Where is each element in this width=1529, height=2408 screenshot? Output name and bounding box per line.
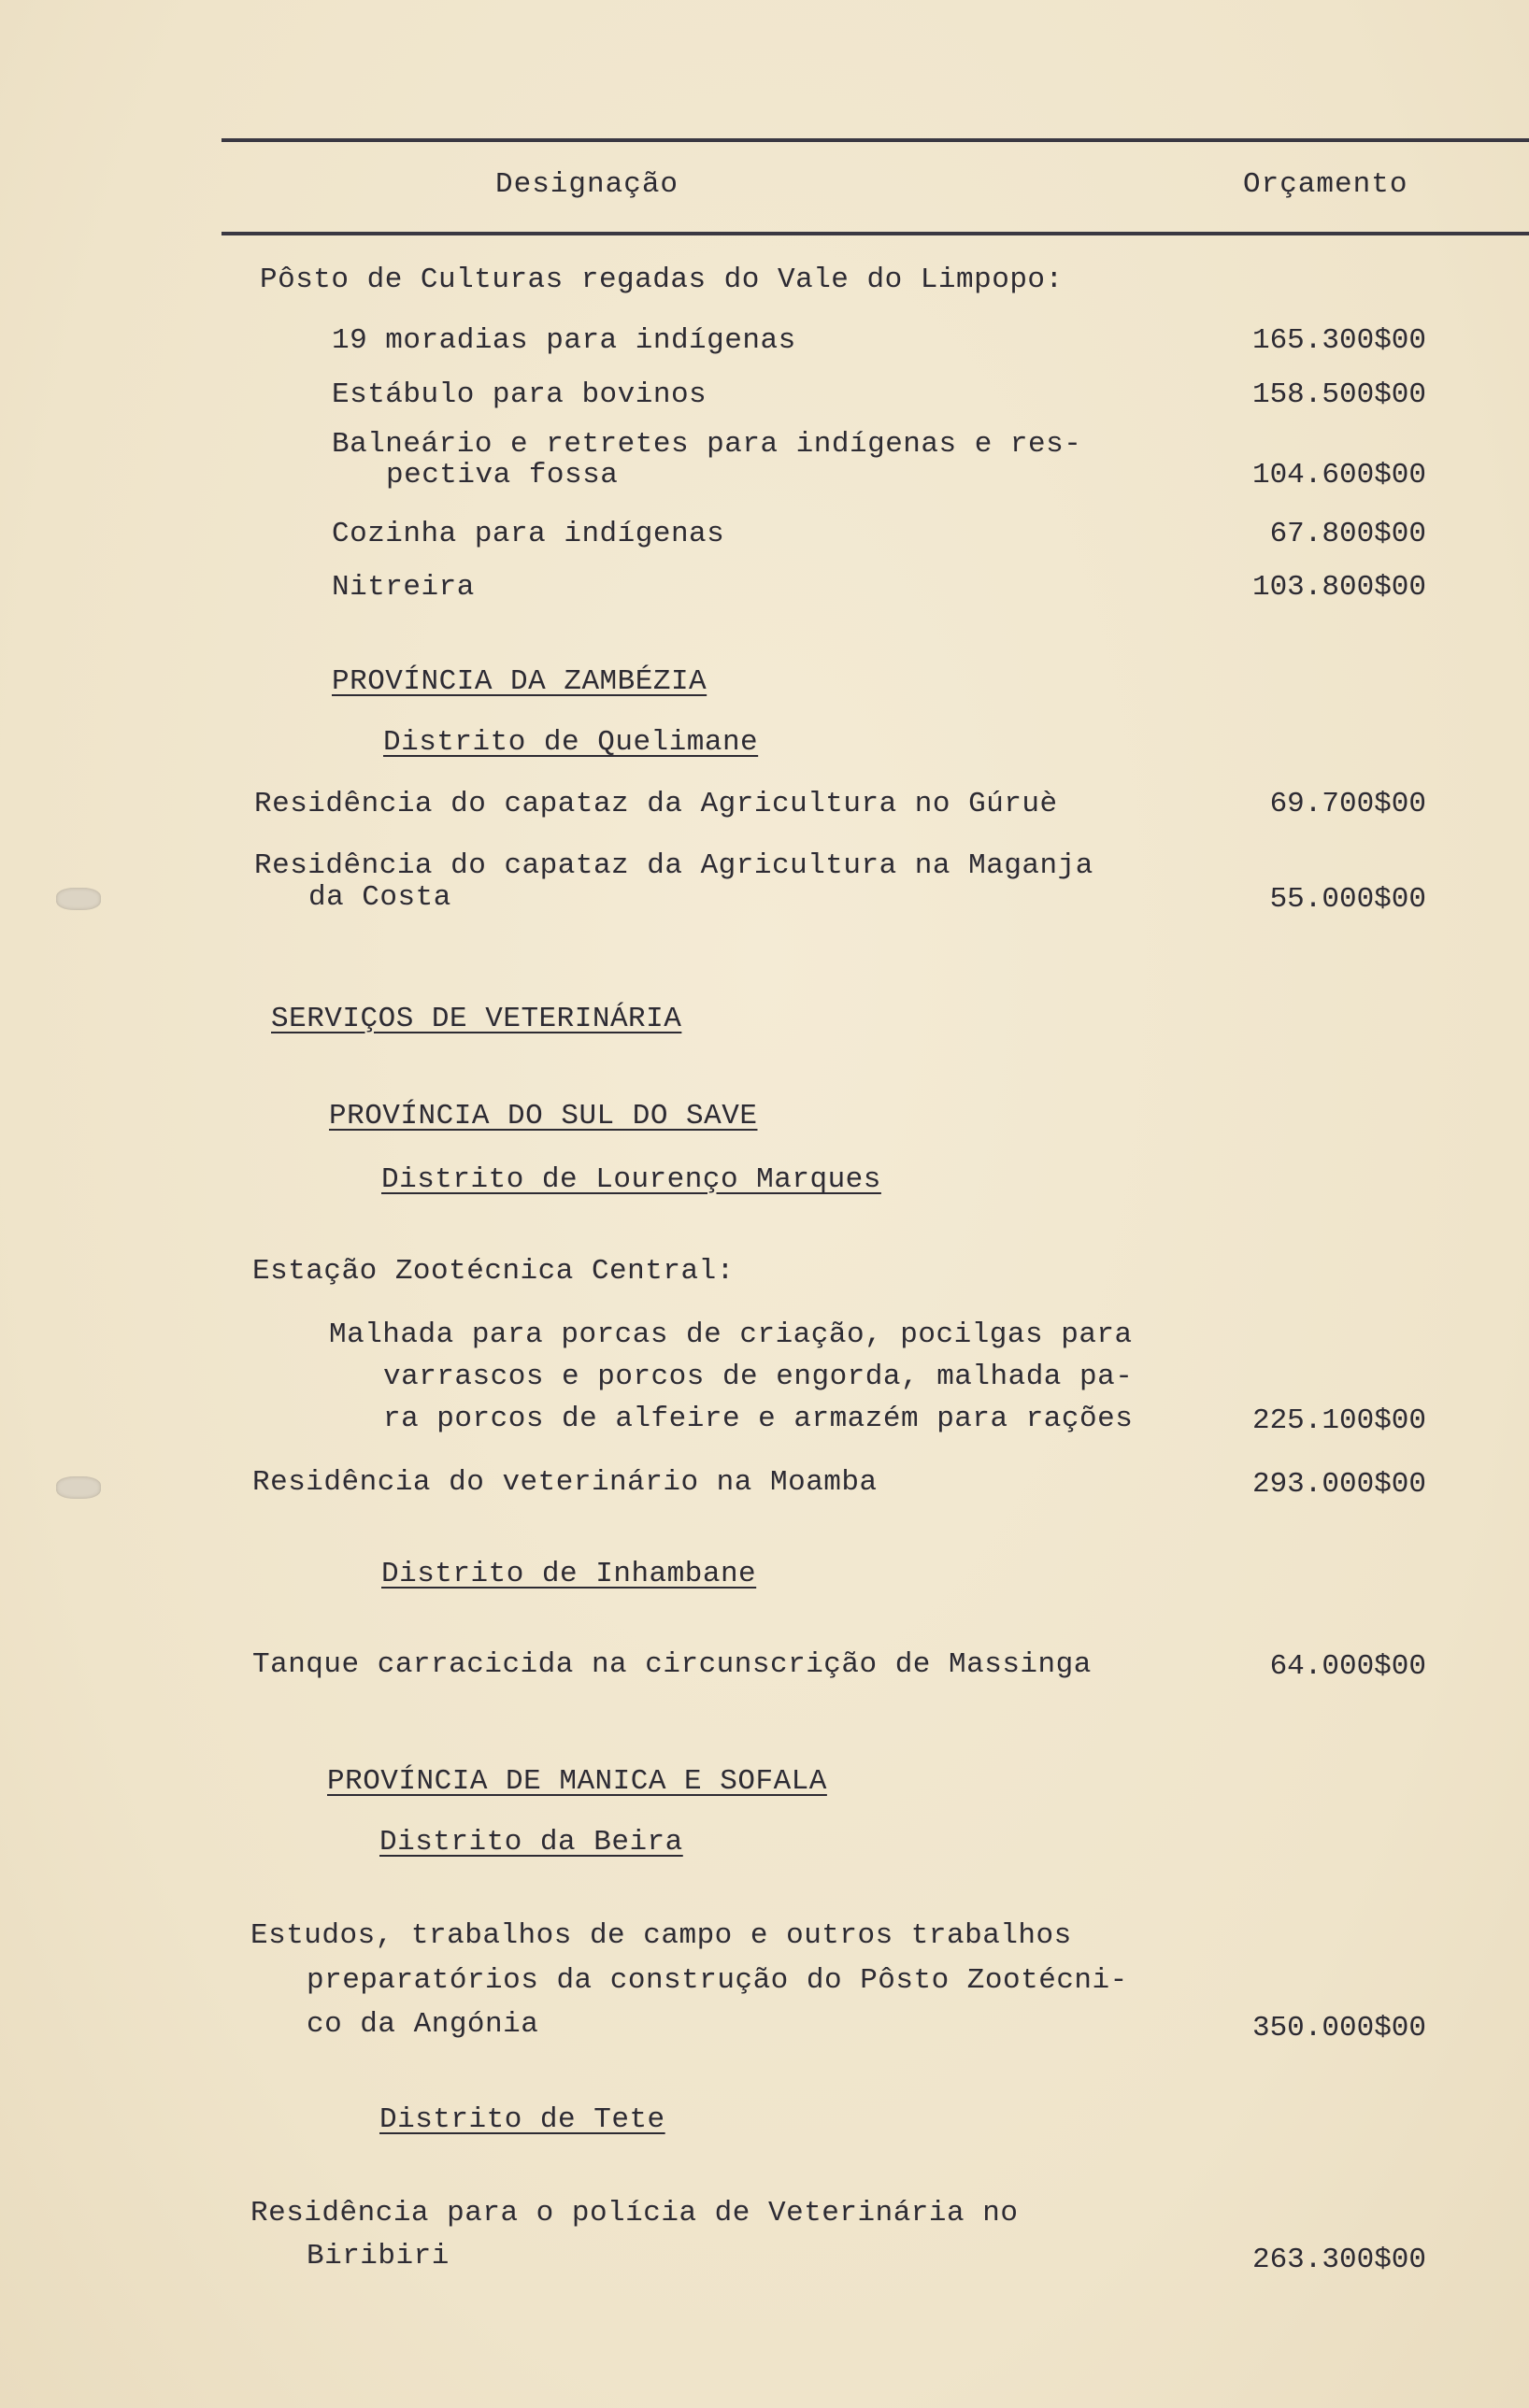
item-label: Residência do veterinário na Moamba: [252, 1466, 878, 1499]
district-heading-tete: Distrito de Tete: [379, 2103, 665, 2136]
header-bottom-rule: [221, 232, 1529, 235]
district-heading-inhambane: Distrito de Inhambane: [381, 1558, 757, 1590]
district-heading-quelimane: Distrito de Quelimane: [383, 726, 759, 759]
item-label-line2: pectiva fossa: [386, 459, 619, 492]
item-amount: 104.600$00: [1251, 459, 1426, 492]
item-label-line2: da Costa: [308, 881, 451, 914]
item-amount: 55.000$00: [1269, 883, 1426, 916]
item-label-line3: ra porcos de alfeire e armazém para rações: [383, 1403, 1134, 1435]
item-amount: 64.000$00: [1269, 1650, 1426, 1683]
item-label-line1: Balneário e retretes para indígenas e res-: [332, 428, 1082, 461]
item-label: Residência do capataz da Agricultura no Gúruè: [254, 788, 1058, 820]
item-label: Estábulo para bovinos: [332, 378, 707, 411]
punch-hole-top: [56, 888, 101, 910]
item-label: Nitreira: [332, 571, 475, 604]
section-heading-veterinaria: SERVIÇOS DE VETERINÁRIA: [271, 1003, 682, 1035]
item-label-line3: co da Angónia: [307, 2008, 539, 2041]
punch-hole-bottom: [56, 1476, 101, 1499]
province-heading-zambezia: PROVÍNCIA DA ZAMBÉZIA: [332, 665, 707, 698]
district-heading-beira: Distrito da Beira: [379, 1826, 683, 1859]
item-amount: 158.500$00: [1251, 378, 1426, 411]
item-label-line1: Malhada para porcas de criação, pocilgas para: [329, 1318, 1133, 1351]
item-amount: 225.100$00: [1251, 1404, 1426, 1437]
item-label-line2: preparatórios da construção do Pôsto Zootécni-: [307, 1964, 1128, 1997]
item-amount: 263.300$00: [1251, 2244, 1426, 2276]
item-label: 19 moradias para indígenas: [332, 324, 796, 357]
item-label-line1: Estudos, trabalhos de campo e outros trabalhos: [250, 1919, 1072, 1952]
item-amount: 350.000$00: [1251, 2012, 1426, 2045]
district-heading-lourenco-marques: Distrito de Lourenço Marques: [381, 1163, 881, 1196]
column-header-designacao: Designação: [495, 168, 679, 201]
item-amount: 165.300$00: [1251, 324, 1426, 357]
item-label-line2: varrascos e porcos de engorda, malhada pa-: [383, 1361, 1134, 1393]
province-heading-sul-save: PROVÍNCIA DO SUL DO SAVE: [329, 1100, 758, 1133]
item-amount: 103.800$00: [1251, 571, 1426, 604]
item-amount: 293.000$00: [1251, 1468, 1426, 1501]
subsection-estacao: Estação Zootécnica Central:: [252, 1255, 735, 1288]
item-amount: 67.800$00: [1269, 518, 1426, 550]
item-label-line1: Residência do capataz da Agricultura na Maganja: [254, 849, 1093, 882]
item-label: Tanque carracicida na circunscrição de Massinga: [252, 1648, 1092, 1681]
item-label-line1: Residência para o polícia de Veterinária no: [250, 2197, 1019, 2230]
column-header-orcamento: Orçamento: [1243, 168, 1408, 201]
item-label-line2: Biribiri: [307, 2240, 450, 2273]
section-title-limpopo: Pôsto de Culturas regadas do Vale do Limpopo:: [260, 264, 1064, 296]
item-label: Cozinha para indígenas: [332, 518, 725, 550]
province-heading-manica-sofala: PROVÍNCIA DE MANICA E SOFALA: [327, 1765, 827, 1798]
item-amount: 69.700$00: [1269, 788, 1426, 820]
header-top-rule: [221, 138, 1529, 142]
